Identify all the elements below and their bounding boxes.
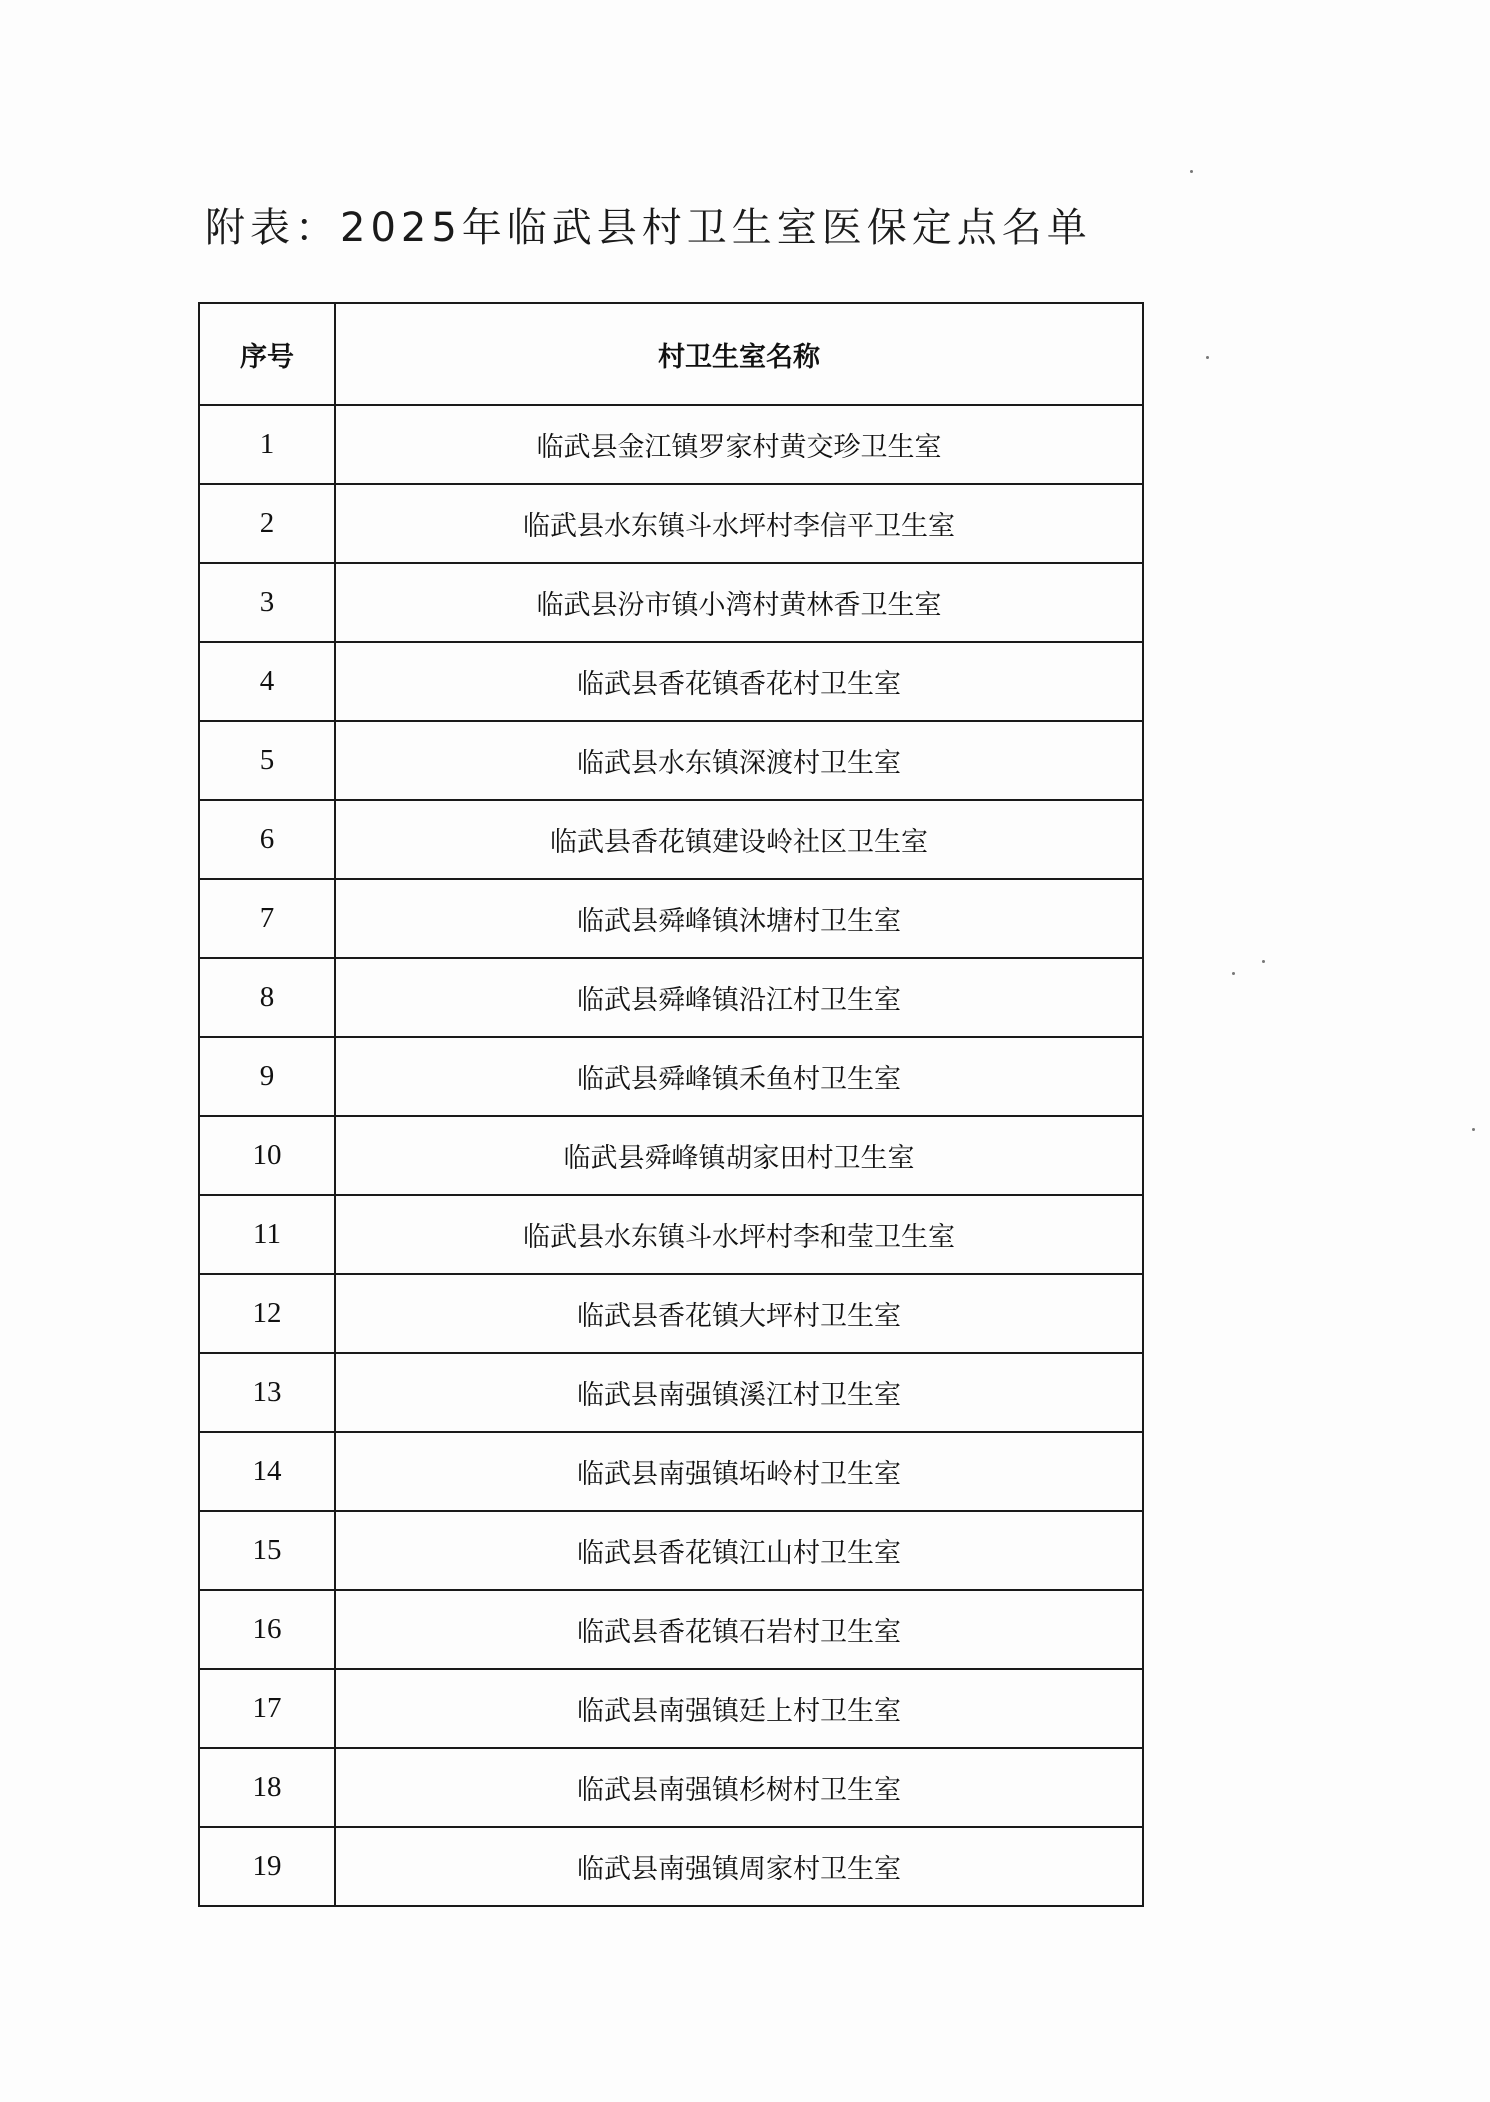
row-clinic-name: 临武县香花镇建设岭社区卫生室 <box>335 800 1143 879</box>
row-clinic-name: 临武县香花镇香花村卫生室 <box>335 642 1143 721</box>
row-clinic-name: 临武县舜峰镇沿江村卫生室 <box>335 958 1143 1037</box>
row-clinic-name: 临武县香花镇大坪村卫生室 <box>335 1274 1143 1353</box>
scan-speck <box>1472 1128 1475 1131</box>
clinic-table <box>198 302 1144 1907</box>
row-index: 2 <box>199 484 335 563</box>
row-index: 10 <box>199 1116 335 1195</box>
row-clinic-name: 临武县汾市镇小湾村黄林香卫生室 <box>335 563 1143 642</box>
row-index: 18 <box>199 1748 335 1827</box>
scan-speck <box>1262 960 1265 963</box>
table-row <box>199 958 1143 1037</box>
scan-speck <box>1206 356 1209 359</box>
row-index: 13 <box>199 1353 335 1432</box>
table-row <box>199 405 1143 484</box>
page-title: 附表：2025年临武县村卫生室医保定点名单 <box>205 205 1092 251</box>
row-clinic-name: 临武县水东镇斗水坪村李信平卫生室 <box>335 484 1143 563</box>
scan-speck <box>1190 170 1193 173</box>
row-index: 3 <box>199 563 335 642</box>
table-row <box>199 721 1143 800</box>
row-index: 9 <box>199 1037 335 1116</box>
row-index: 1 <box>199 405 335 484</box>
row-index: 7 <box>199 879 335 958</box>
table-row <box>199 642 1143 721</box>
row-index: 6 <box>199 800 335 879</box>
header-name: 村卫生室名称 <box>335 303 1143 405</box>
scan-speck <box>1232 972 1235 975</box>
table-row <box>199 800 1143 879</box>
table-row <box>199 1511 1143 1590</box>
table-row <box>199 879 1143 958</box>
table-header-row <box>199 303 1143 405</box>
row-index: 4 <box>199 642 335 721</box>
table-row <box>199 1669 1143 1748</box>
row-clinic-name: 临武县南强镇杉树村卫生室 <box>335 1748 1143 1827</box>
row-clinic-name: 临武县水东镇斗水坪村李和莹卫生室 <box>335 1195 1143 1274</box>
row-index: 16 <box>199 1590 335 1669</box>
row-clinic-name: 临武县舜峰镇沐塘村卫生室 <box>335 879 1143 958</box>
row-index: 8 <box>199 958 335 1037</box>
table-row <box>199 1590 1143 1669</box>
row-clinic-name: 临武县南强镇坧岭村卫生室 <box>335 1432 1143 1511</box>
row-clinic-name: 临武县舜峰镇禾鱼村卫生室 <box>335 1037 1143 1116</box>
row-index: 15 <box>199 1511 335 1590</box>
row-clinic-name: 临武县南强镇廷上村卫生室 <box>335 1669 1143 1748</box>
row-clinic-name: 临武县舜峰镇胡家田村卫生室 <box>335 1116 1143 1195</box>
table-row <box>199 1274 1143 1353</box>
table-row <box>199 1827 1143 1906</box>
row-clinic-name: 临武县香花镇石岩村卫生室 <box>335 1590 1143 1669</box>
row-clinic-name: 临武县金江镇罗家村黄交珍卫生室 <box>335 405 1143 484</box>
row-clinic-name: 临武县南强镇周家村卫生室 <box>335 1827 1143 1906</box>
table-row <box>199 484 1143 563</box>
row-index: 12 <box>199 1274 335 1353</box>
header-index: 序号 <box>199 303 335 405</box>
row-index: 11 <box>199 1195 335 1274</box>
table-row <box>199 1748 1143 1827</box>
row-index: 5 <box>199 721 335 800</box>
table-row <box>199 1195 1143 1274</box>
row-index: 17 <box>199 1669 335 1748</box>
table-row <box>199 563 1143 642</box>
row-index: 19 <box>199 1827 335 1906</box>
table-row <box>199 1353 1143 1432</box>
table-row <box>199 1116 1143 1195</box>
table-row <box>199 1432 1143 1511</box>
row-clinic-name: 临武县水东镇深渡村卫生室 <box>335 721 1143 800</box>
row-index: 14 <box>199 1432 335 1511</box>
table-row <box>199 1037 1143 1116</box>
row-clinic-name: 临武县香花镇江山村卫生室 <box>335 1511 1143 1590</box>
row-clinic-name: 临武县南强镇溪江村卫生室 <box>335 1353 1143 1432</box>
